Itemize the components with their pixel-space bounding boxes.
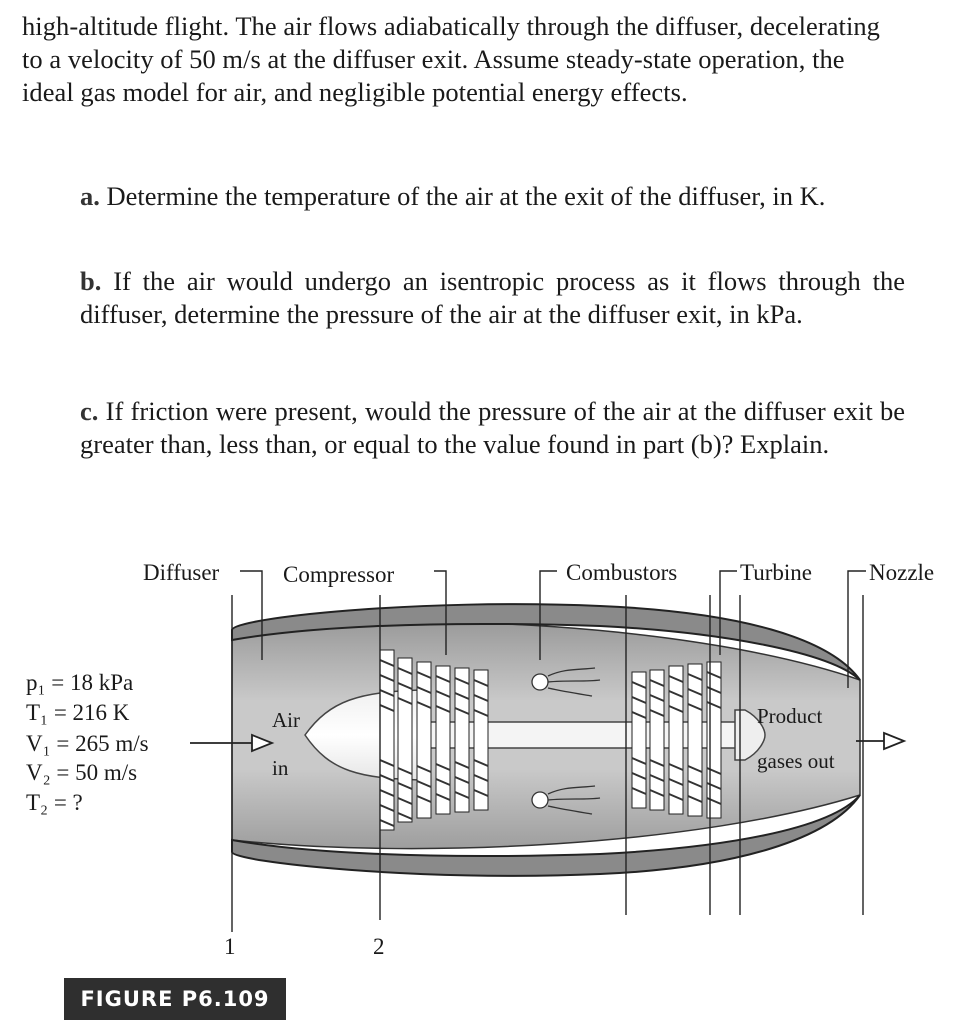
part-c: [80, 395, 905, 461]
diffuser-label: Diffuser: [143, 560, 220, 585]
figure-caption: FIGURE P6.109: [64, 978, 286, 1020]
given-v2: V₂ = 50 m/s: [26, 760, 138, 785]
station-2-label: 2: [373, 934, 385, 959]
given-p1: p₁ = 18 kPa: [26, 670, 134, 695]
compressor-label: Compressor: [283, 562, 395, 587]
part-b-text: If the air would undergo an isentropic process as it flows through the diffuser, determine the pressure of the air at the diffuser exit, in kPa.: [80, 266, 905, 329]
given-t1: T₁ = 216 K: [26, 700, 130, 725]
part-b-label: b.: [80, 266, 102, 296]
part-a: [80, 180, 905, 213]
air-in-label-line2: in: [272, 756, 289, 780]
problem-intro: high-altitude flight. The air flows adiabatically through the diffuser, decelerating to a velocity of 50 m/s at the diffuser exit. Assume steady-state operation, the ideal gas model for air, and negligible potential energy effects.: [22, 11, 880, 107]
given-v1: V₁ = 265 m/s: [26, 731, 149, 756]
products-label-line2: gases out: [757, 749, 835, 773]
station-1-label: 1: [224, 934, 236, 959]
combustors-label: Combustors: [566, 560, 678, 585]
jet-engine-figure: [0, 540, 962, 970]
turbine-blades: [632, 662, 721, 818]
turbine-label: Turbine: [740, 560, 812, 585]
part-a-text: Determine the temperature of the air at the exit of the diffuser, in K.: [106, 181, 826, 211]
part-b: [80, 265, 905, 331]
part-c-text: If friction were present, would the pressure of the air at the diffuser exit be greater than, less than, or equal to the value found in part (b)? Explain.: [80, 396, 906, 459]
air-in-label-line1: Air: [272, 708, 300, 732]
part-c-label: c.: [80, 396, 99, 426]
part-a-label: a.: [80, 181, 100, 211]
products-label-line1: Product: [757, 704, 823, 728]
air-in-arrow: [190, 735, 272, 751]
nozzle-label: Nozzle: [869, 560, 935, 585]
given-t2: T₂ = ?: [26, 790, 83, 815]
